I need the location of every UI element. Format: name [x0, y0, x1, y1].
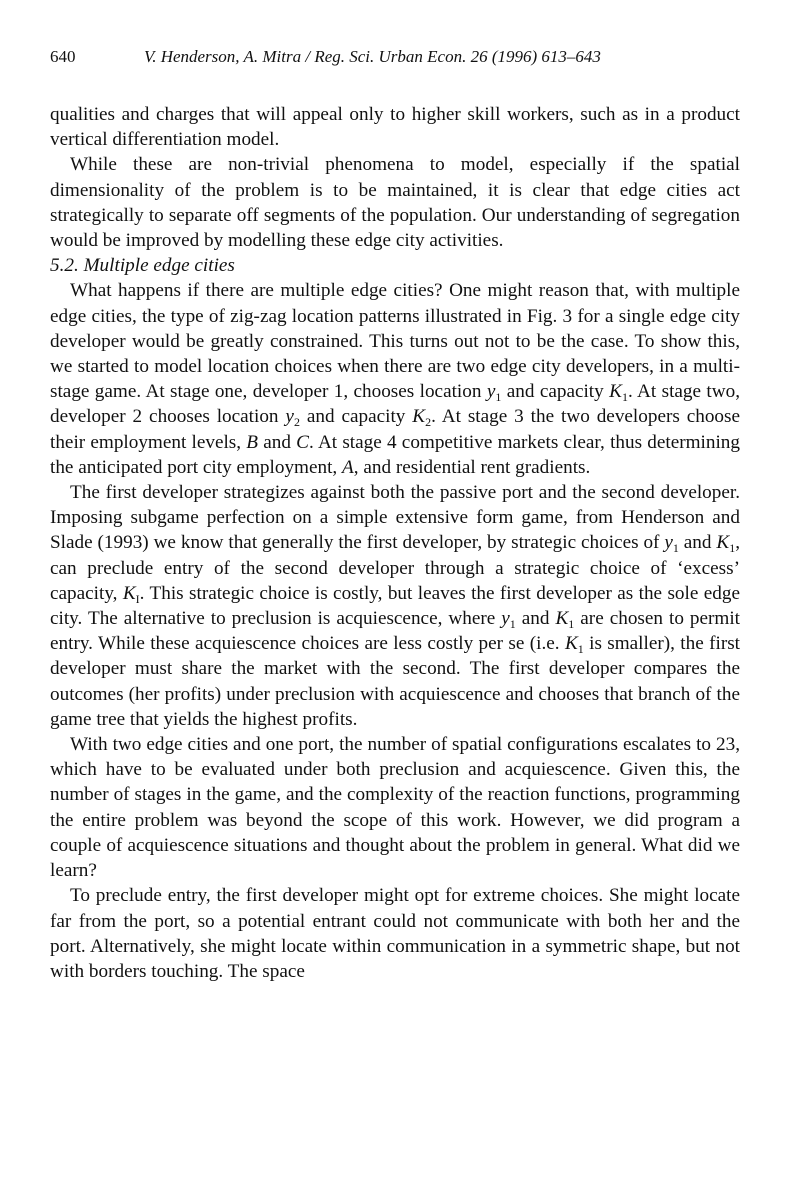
journal-citation: V. Henderson, A. Mitra / Reg. Sci. Urban Econ. 26 (1996) 613–643	[144, 47, 601, 66]
section-heading: 5.2. Multiple edge cities	[50, 255, 235, 277]
paragraph-1: qualities and charges that will appeal only to higher skill workers, such as in a product vertical differentiation model.	[50, 104, 740, 151]
paragraph-5: With two edge cities and one port, the number of spatial configurations escalates to 23, which have to be evaluated under both preclusion and acquiescence. Given this, the number of stages in the game, and the complexity of the reaction functions, programming the entire problem was beyond the scope of this work. However, we did program a couple of acquiescence situations and thought about the problem in general. What did we learn?	[50, 734, 740, 882]
paragraph-3: What happens if there are multiple edge cities? One might reason that, with multiple edge cities, the type of zig-zag location patterns illustrated in Fig. 3 for a single edge city developer would be greatly constrained. This turns out not to be the case. To show this, we started to model location choices when there are two edge city developers, in a multi-stage game. At stage one, developer 1, chooses location $y_1$ and capacity $K_1$. At stage two, developer 2 chooses location $y_2$ and capacity $K_2$. At stage 3 the two developers choose their employment levels, B and C. At stage 4 competitive markets clear, thus determining the anticipated port city employment, A, and residential rent gradients.	[50, 280, 741, 478]
paragraph-4: The first developer strategizes against both the passive port and the second developer. Imposing subgame perfection on a simple extensive form game, from Henderson and Slade (1993) we know that generally the first developer, by strategic choices of $y_1$ and $K_1$, can preclude entry of the second developer through a strategic choice of ‘excess’ capacity, $K_I$. This strategic choice is costly, but leaves the first developer as the sole edge city. The alternative to preclusion is acquiescence, where $y_1$ and $K_1$ are chosen to permit entry. While these acquiescence choices are less costly per se (i.e. $K_1$ is smaller), the first developer must share the market with the second. The first developer compares the outcomes (her profits) under preclusion with acquiescence and chooses that branch of the game tree that yields the highest profits.	[50, 482, 741, 730]
page-number: 640	[50, 47, 76, 66]
paragraph-2: While these are non-trivial phenomena to model, especially if the spatial dimensionality of the problem is to be maintained, it is clear that edge cities act strategically to separate off segments of the population. Our understanding of segregation would be improved by modelling these edge city activities.	[50, 154, 740, 252]
body-text	[50, 102, 740, 984]
paragraph-6: To preclude entry, the first developer might opt for extreme choices. She might locate far from the port, so a potential entrant could not communicate with both her and the port. Alternatively, she might locate within communication in a symmetric shape, but not with borders touching. The space	[50, 885, 740, 982]
